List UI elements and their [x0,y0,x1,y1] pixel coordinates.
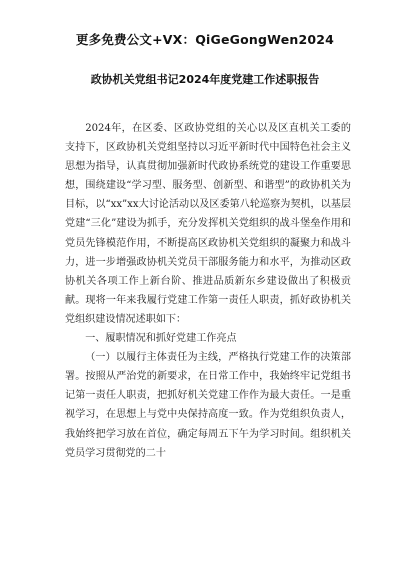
document-body [65,119,351,463]
header-note: 更多免费公文+VX：QiGeGongWen2024 [75,32,335,47]
document-title: 政协机关党组书记2024年度党建工作述职报告 [90,73,320,86]
section-heading: 一、履职情况和抓好党建工作亮点 [85,333,237,345]
body-paragraph: 2024年，在区委、区政协党组的关心以及区直机关工委的支持下，区政协机关党组坚持以习近平新时代中国特色社会主义思想为指导，认真贯彻加强新时代政协系统党的建设工作重要思想，围绕建设“学习型、服务型、创新型、和谐型”的政协机关为目标，以“xx”xx大讨论活动以及区委第八轮巡察为契机，以基层党建“三化”建设为抓手，充分发挥机关党组织的战斗堡垒作用和党员先锋模范作用，不断提高区政协机关党组织的凝聚力和战斗力，进一步增强政协机关党员干部服务能力和水平，为推动区政协机关各项工作上新台阶、推进品质新东乡建设做出了积极贡献。现将一年来我履行党建工作第一责任人职责，抓好政协机关党组织建设情况述职如下： [65,123,351,325]
body-paragraph: （一）以履行主体责任为主线，严格执行党建工作的决策部署。按照从严治党的新要求，在日常工作中，我始终牢记党组书记第一责任人职责，把抓好机关党建工作作为最大责任。一是重视学习，在思想上与党中央保持高度一致。作为党组织负责人，我始终把学习放在首位，确定每周五下午为学习时间。组织机关党员学习贯彻党的二十 [65,352,351,459]
